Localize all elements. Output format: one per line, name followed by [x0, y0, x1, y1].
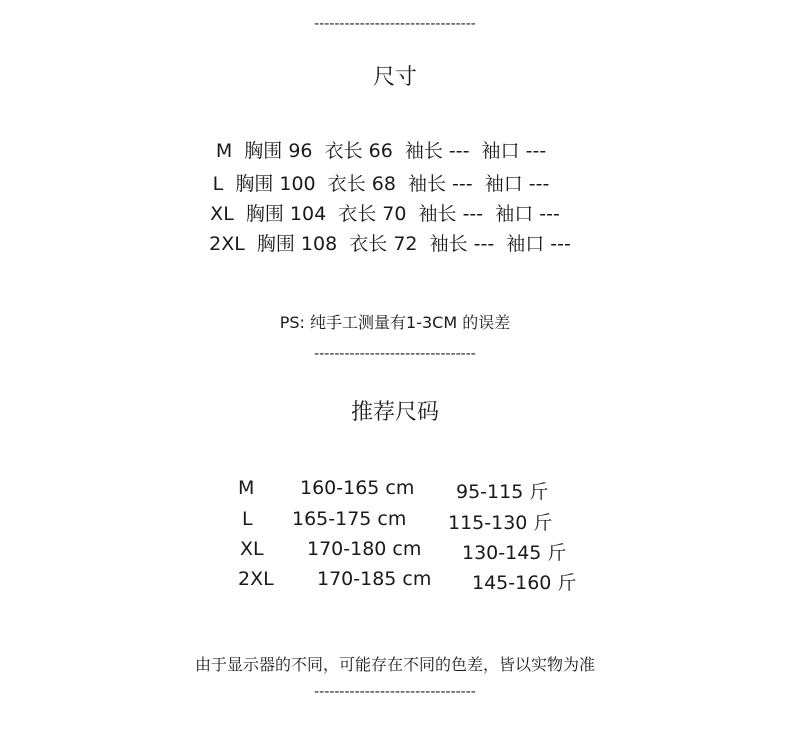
rec-weight-xl: 130-145 斤 — [462, 542, 567, 564]
rec-weight-m: 95-115 斤 — [456, 481, 549, 503]
size-row-l: L 胸围 100 衣长 68 袖长 --- 袖口 --- — [212, 173, 550, 195]
size-row-xl: XL 胸围 104 衣长 70 袖长 --- 袖口 --- — [210, 203, 560, 225]
rec-height-2xl: 170-185 cm — [317, 568, 432, 590]
rec-size-xl: XL — [240, 538, 264, 560]
rec-weight-l: 115-130 斤 — [448, 512, 553, 534]
rec-height-l: 165-175 cm — [292, 508, 407, 530]
rec-height-xl: 170-180 cm — [307, 538, 422, 560]
bottom-divider: -------------------------------- — [314, 684, 476, 700]
recommend-section-title: 推荐尺码 — [350, 400, 439, 425]
color-difference-note: 由于显示器的不同，可能存在不同的色差，皆以实物为准 — [194, 655, 595, 674]
size-row-m: M 胸围 96 衣长 66 袖长 --- 袖口 --- — [215, 140, 547, 162]
rec-size-m: M — [238, 477, 255, 499]
rec-weight-2xl: 145-160 斤 — [472, 572, 577, 594]
size-section-title: 尺寸 — [372, 65, 417, 90]
rec-size-2xl: 2XL — [238, 568, 274, 590]
measurement-note: PS: 纯手工测量有1-3CM 的误差 — [279, 313, 511, 332]
rec-height-m: 160-165 cm — [300, 477, 415, 499]
middle-divider: -------------------------------- — [314, 346, 476, 362]
rec-size-l: L — [242, 508, 253, 530]
top-divider: -------------------------------- — [314, 16, 476, 32]
size-row-2xl: 2XL 胸围 108 衣长 72 袖长 --- 袖口 --- — [209, 233, 571, 255]
